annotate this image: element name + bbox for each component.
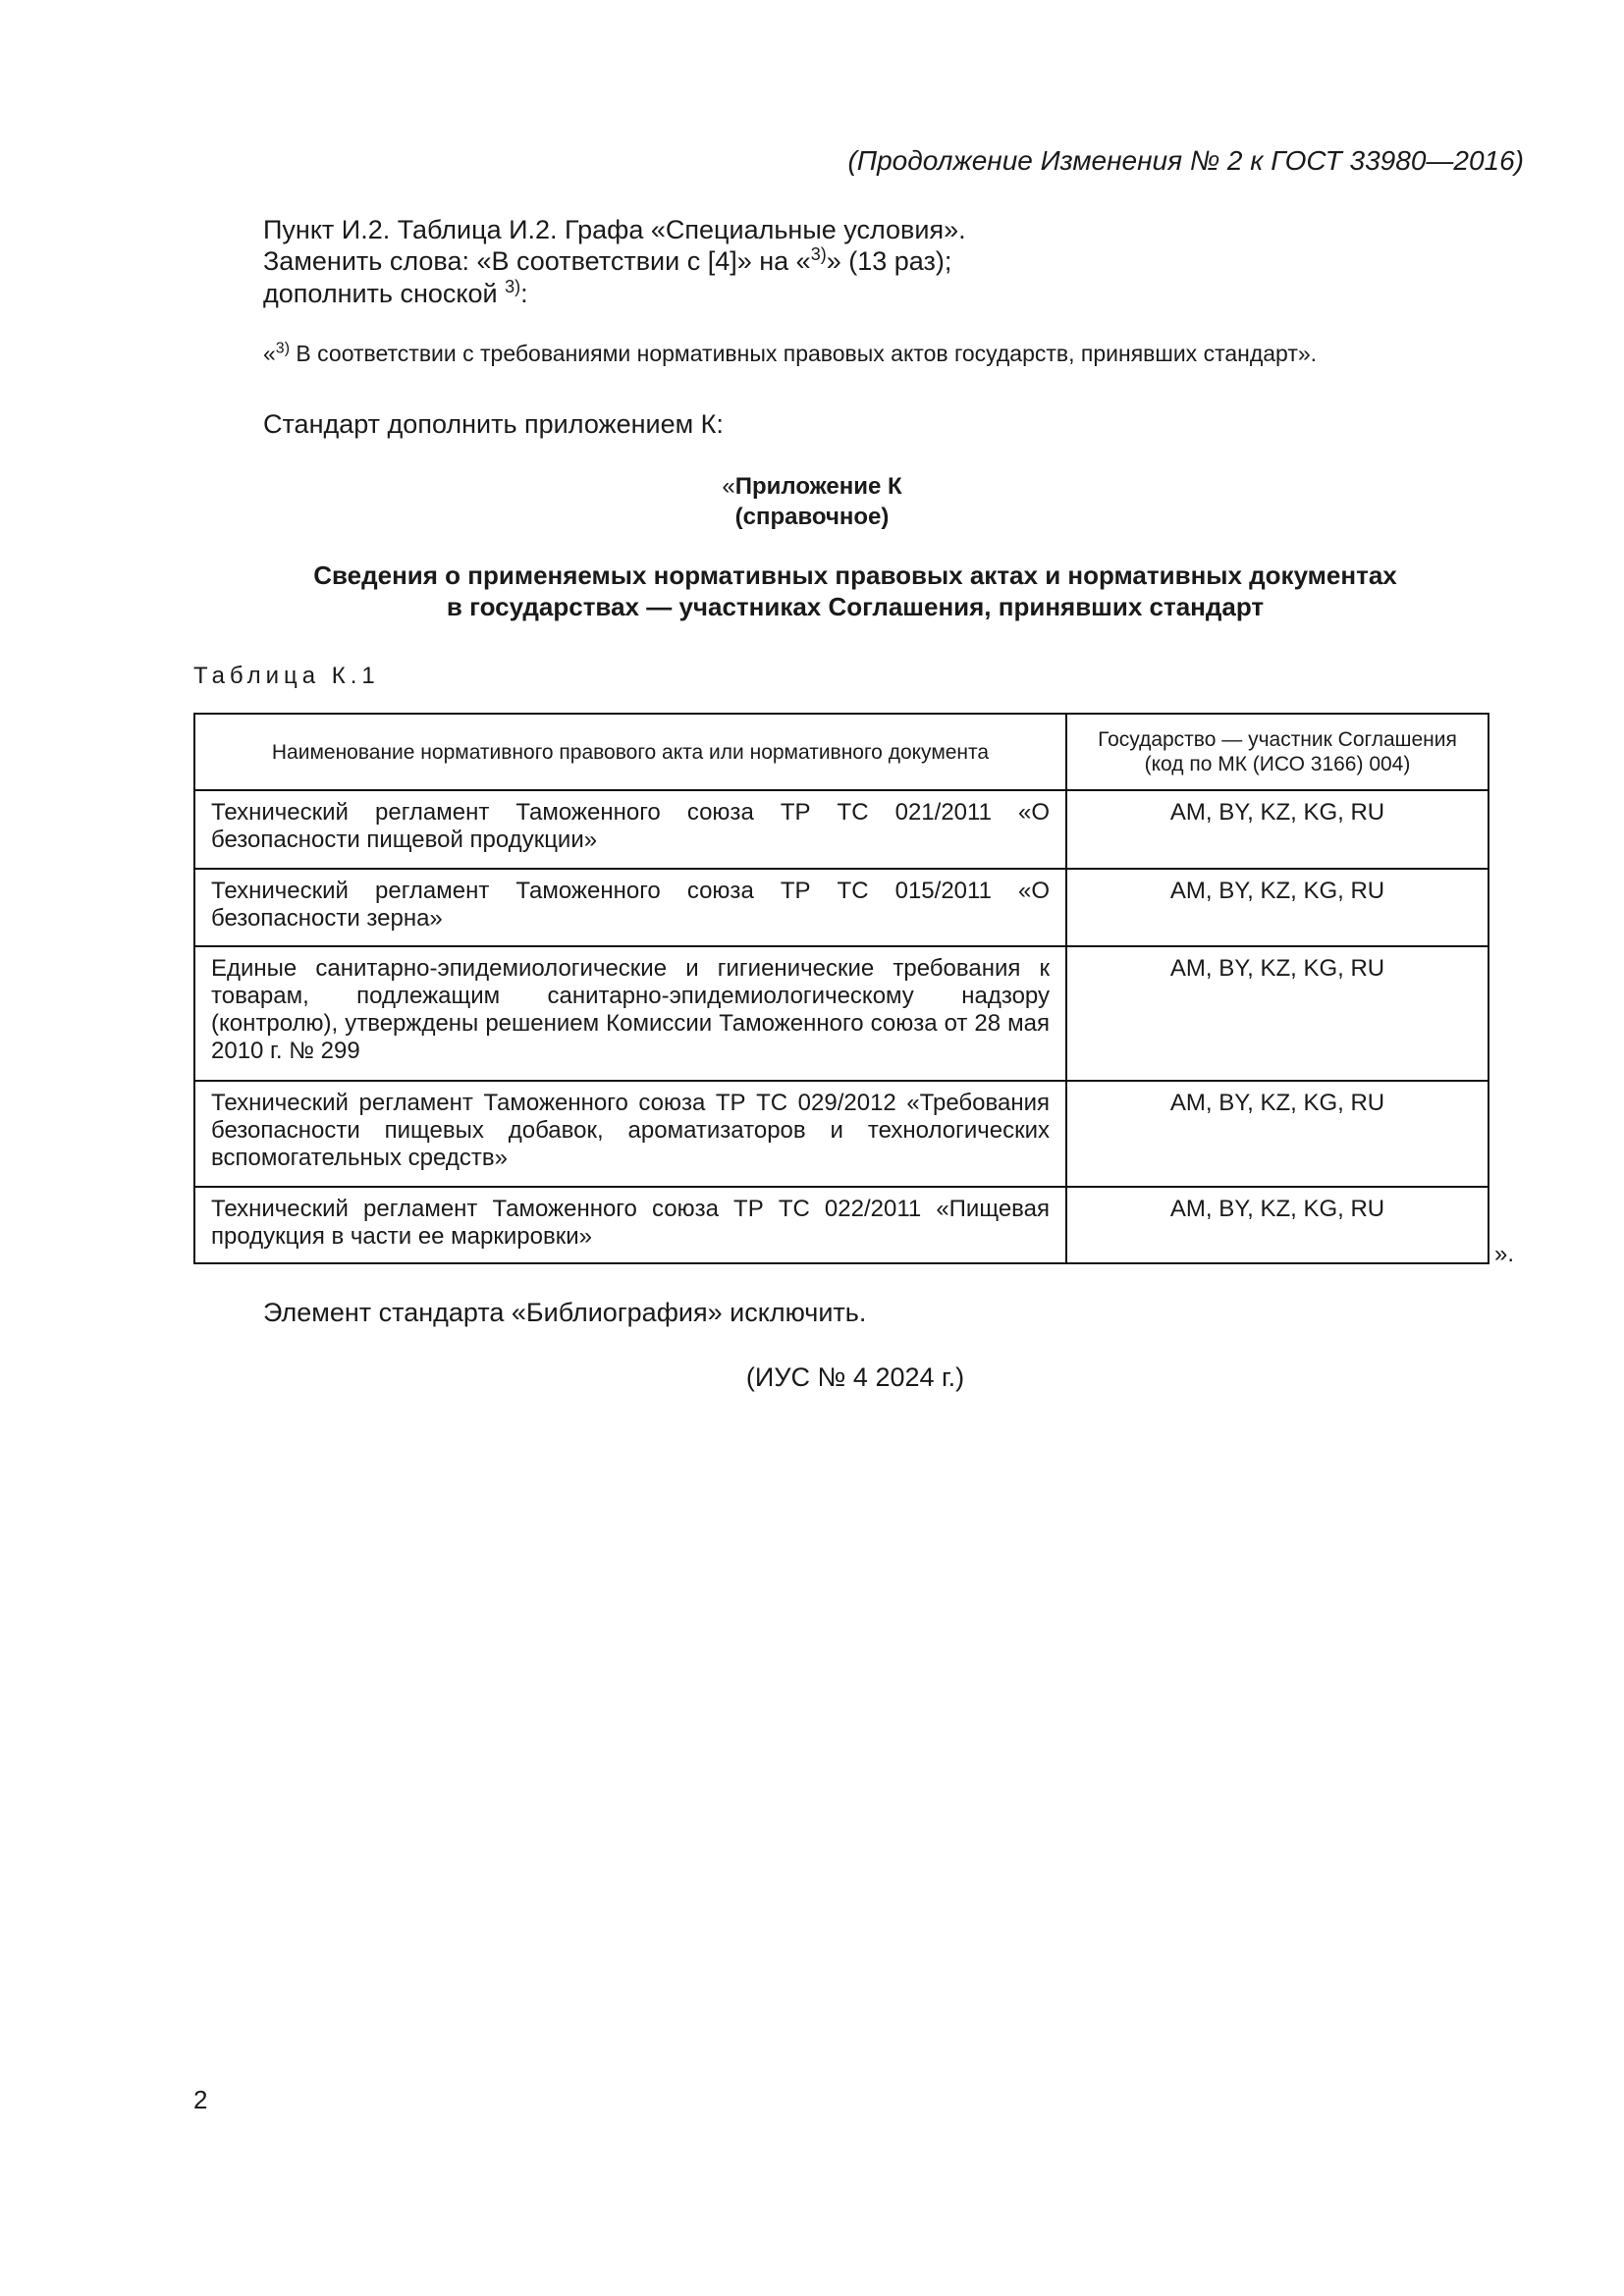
table-row xyxy=(194,790,1489,869)
continuation-reference: (Продолжение Изменения № 2 к ГОСТ 33980—2016) xyxy=(847,145,1524,176)
annex-title xyxy=(0,471,1624,502)
table-close-quote: ». xyxy=(1494,1241,1515,1267)
regulation-name: Технический регламент Таможенного союза ТР ТС 021/2011 «О безопасности пищевой продукции» xyxy=(194,790,1066,869)
footnote-marker: 3) xyxy=(505,277,521,296)
intro-line-3-text-a: дополнить сноской xyxy=(263,279,506,308)
annex-open-quote: « xyxy=(722,473,735,500)
regulation-name: Единые санитарно-эпидемиологические и гигиенические требования к товарам, подлежащим санитарно-эпидемиологическому надзору (контролю), утверждены решением Комиссии Таможенного союза от 28 мая 2010 г. № 299 xyxy=(194,946,1066,1081)
annex-subtitle: (справочное) xyxy=(734,504,890,530)
intro-line-3-text-b: : xyxy=(520,279,528,308)
state-codes: AM, BY, KZ, KG, RU xyxy=(1066,1081,1489,1187)
header-name: Наименование нормативного правового акта или нормативного документа xyxy=(194,714,1066,790)
ius-reference: (ИУС № 4 2024 г.) xyxy=(745,1362,965,1392)
annex-title-text: Приложение К xyxy=(734,473,902,500)
table-row xyxy=(194,1081,1489,1187)
table-caption: Таблица К.1 xyxy=(193,663,380,689)
footnote-marker: 3) xyxy=(275,340,291,357)
header-states: Государство — участник Соглашения (код по МК (ИСО 3166) 004) xyxy=(1066,714,1489,790)
footnote-open-quote: « xyxy=(263,341,276,366)
footnote xyxy=(263,341,1317,367)
state-codes: AM, BY, KZ, KG, RU xyxy=(1066,869,1489,946)
annex-intro: Стандарт дополнить приложением К: xyxy=(263,409,724,439)
footnote-text: В соответствии с требованиями нормативных правовых актов государств, принявших стандарт». xyxy=(290,341,1318,366)
intro-line-2-text-a: Заменить слова: «В соответствии с [4]» на « xyxy=(263,246,811,276)
table-row xyxy=(194,946,1489,1081)
table-row xyxy=(194,869,1489,946)
page-number: 2 xyxy=(193,2085,208,2114)
intro-line-2 xyxy=(263,245,951,277)
regulation-name: Технический регламент Таможенного союза ТР ТС 022/2011 «Пищевая продукция в части ее маркировки» xyxy=(194,1187,1066,1263)
table-header-row xyxy=(194,714,1489,790)
state-codes: AM, BY, KZ, KG, RU xyxy=(1066,790,1489,869)
intro-line-1: Пункт И.2. Таблица И.2. Графа «Специальные условия». xyxy=(263,215,966,244)
state-codes: AM, BY, KZ, KG, RU xyxy=(1066,946,1489,1081)
bibliography-note: Элемент стандарта «Библиография» исключить. xyxy=(263,1298,867,1327)
regulation-name: Технический регламент Таможенного союза ТР ТС 029/2012 «Требования безопасности пищевых добавок, ароматизаторов и технологических вспомогательных средств» xyxy=(194,1081,1066,1187)
regulation-name: Технический регламент Таможенного союза ТР ТС 015/2011 «О безопасности зерна» xyxy=(194,869,1066,946)
table-row xyxy=(194,1187,1489,1263)
info-title-line-2: в государствах — участниках Соглашения, принявших стандарт xyxy=(446,592,1265,621)
regulations-table xyxy=(193,713,1489,1264)
intro-line-2-text-b: » (13 раз); xyxy=(826,246,952,276)
info-title-line-1: Сведения о применяемых нормативных правовых актах и нормативных документах xyxy=(313,561,1397,590)
footnote-marker: 3) xyxy=(810,244,827,264)
intro-line-3 xyxy=(263,278,528,309)
state-codes: AM, BY, KZ, KG, RU xyxy=(1066,1187,1489,1263)
